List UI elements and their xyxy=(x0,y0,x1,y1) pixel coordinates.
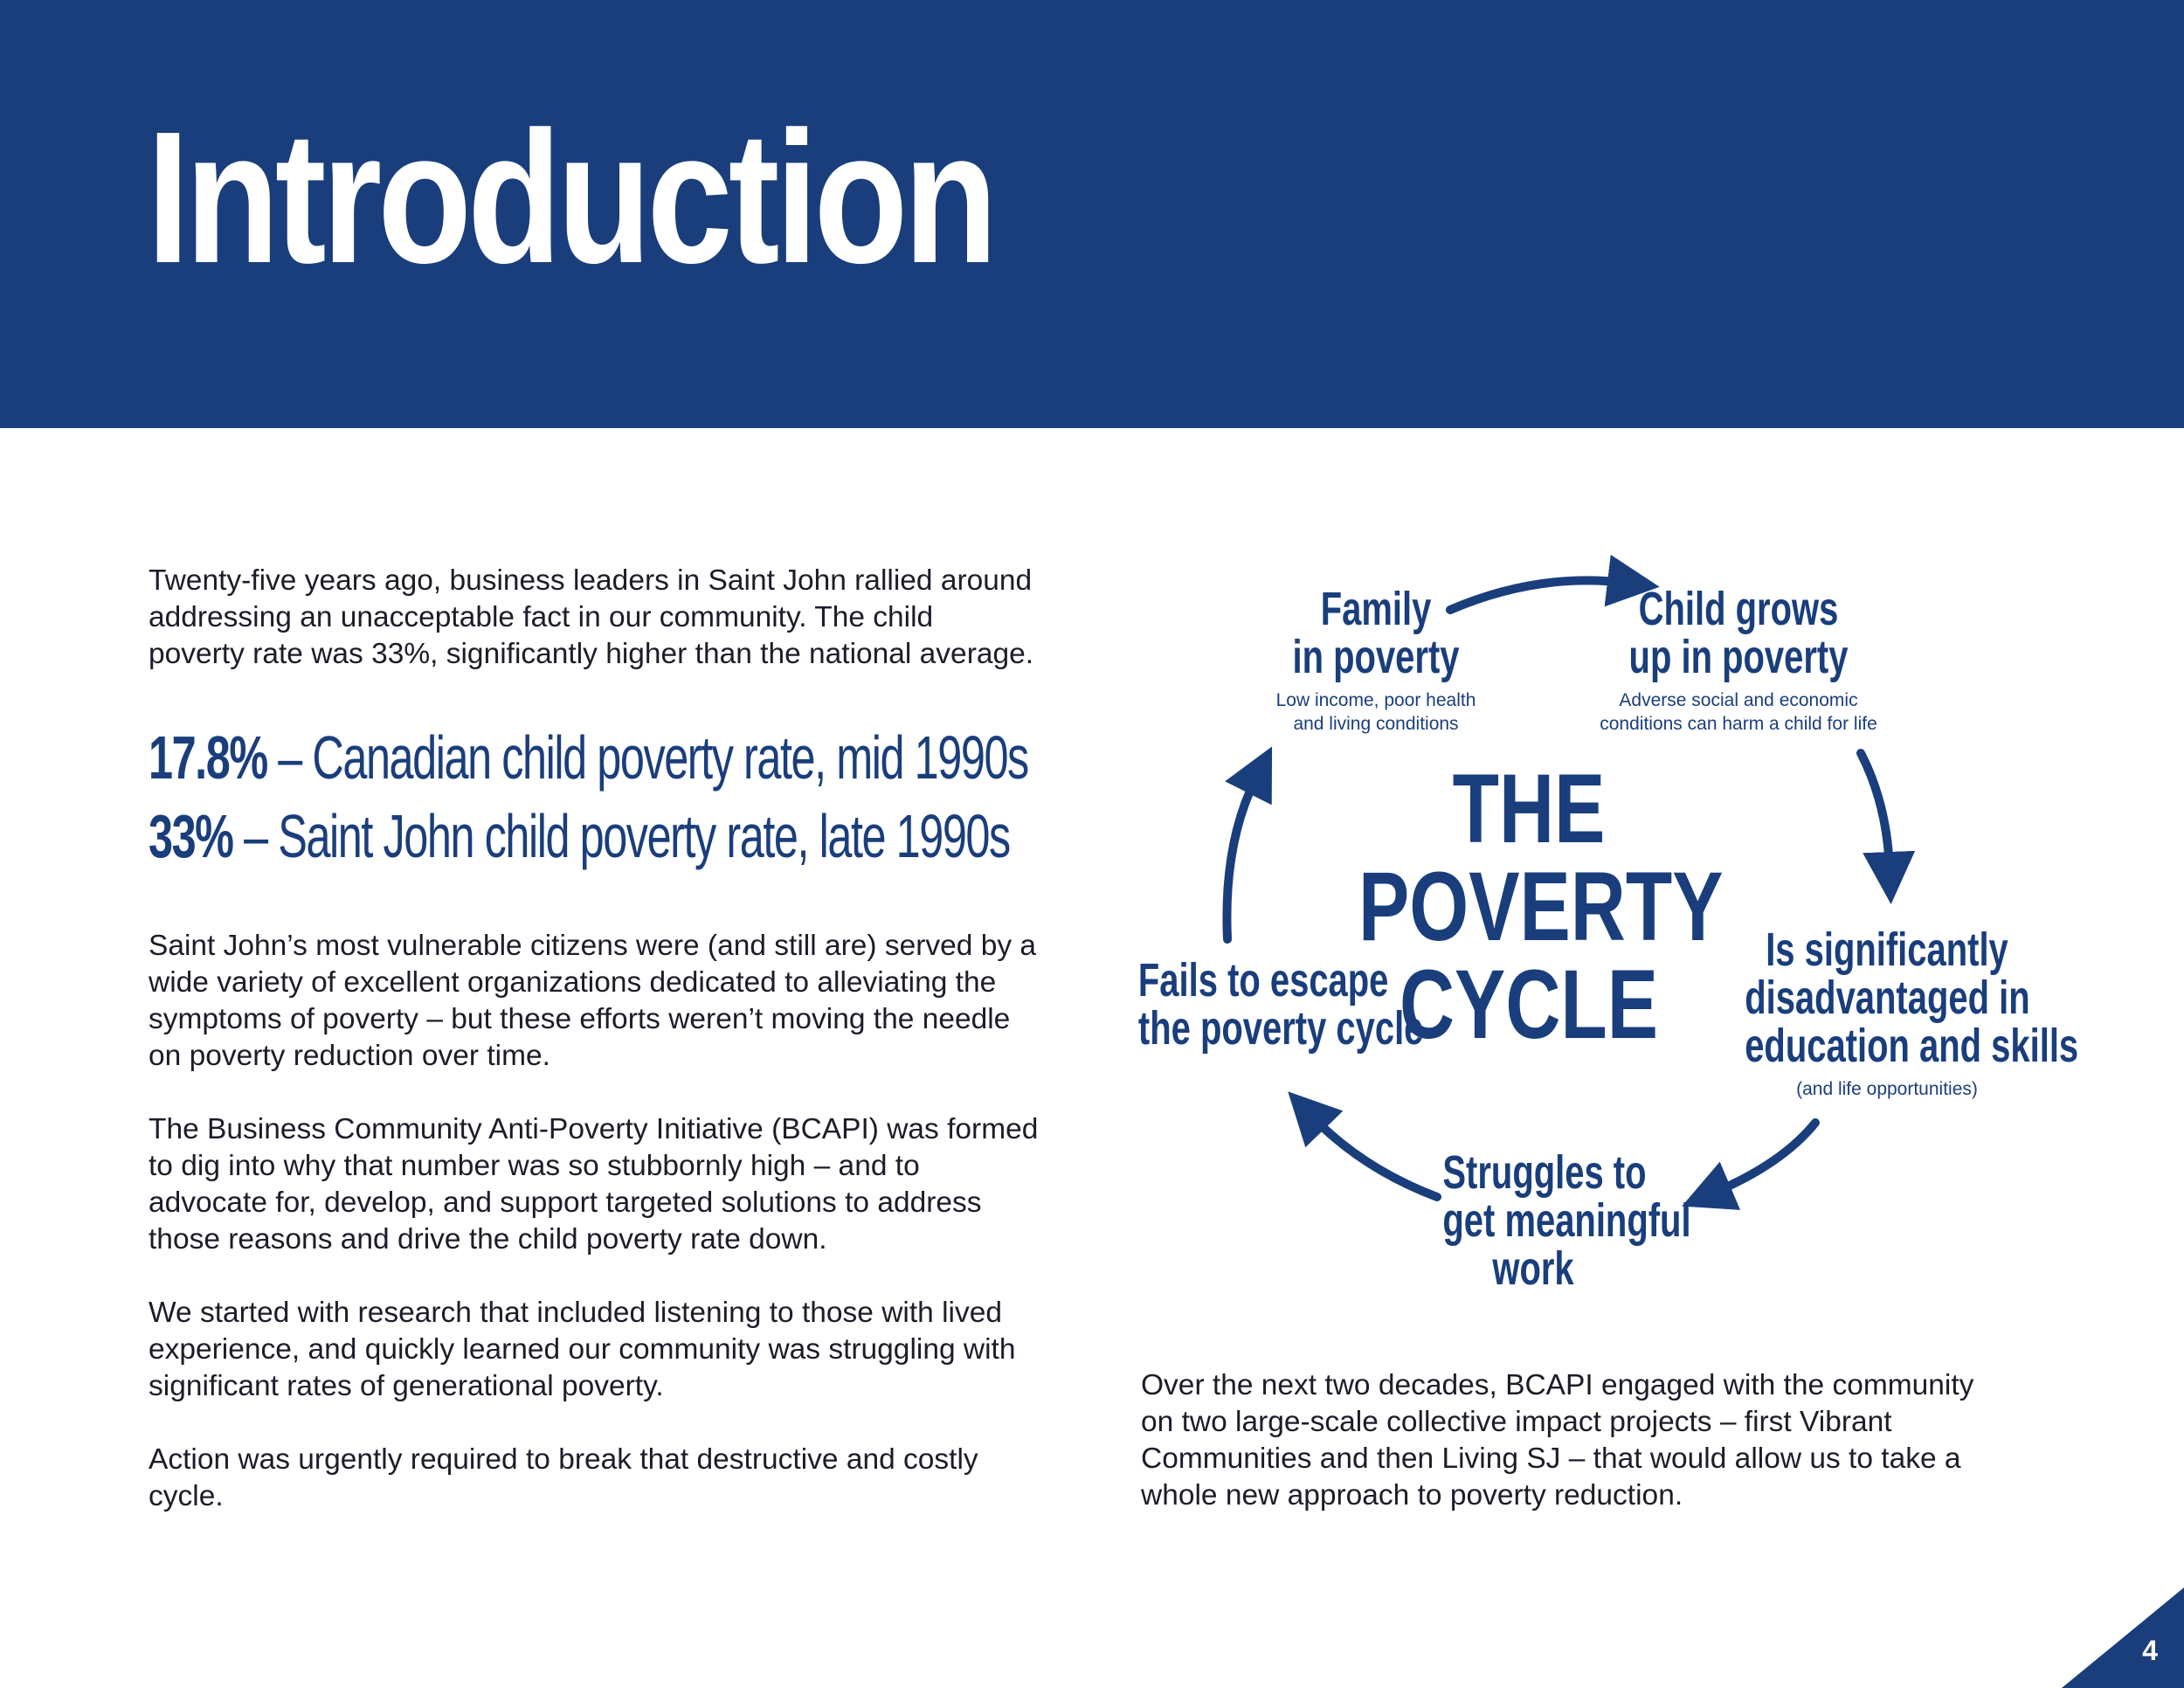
text-line: addressing an unacceptable fact in our community. The child xyxy=(149,601,934,633)
text-line: poverty rate was 33%, significantly higher than the national average. xyxy=(149,638,1034,670)
node-sub-line: conditions can harm a child for life xyxy=(1600,714,1877,734)
stat-saint-john xyxy=(149,797,1010,875)
node-title-line: Child grows xyxy=(1638,583,1839,635)
center-line: CYCLE xyxy=(1399,950,1659,1059)
text-line: on two large-scale collective impact projects – first Vibrant xyxy=(1141,1406,1892,1438)
text-line: wide variety of excellent organizations dedicated to alleviating the xyxy=(149,966,997,999)
node-title-line: the poverty cycle xyxy=(1137,1002,1424,1055)
text-line: The Business Community Anti-Poverty Initiative (BCAPI) was formed xyxy=(149,1113,1039,1145)
text-line: to dig into why that number was so stubbornly high – and to xyxy=(149,1150,920,1182)
arrow-child-to-disadvantaged xyxy=(1861,753,1890,869)
arrow-disadvantaged-to-struggles xyxy=(1714,1123,1815,1193)
stat-text: – Canadian child poverty rate, mid 1990s xyxy=(266,723,1028,792)
node-sub-line: Low income, poor health xyxy=(1275,690,1476,710)
node-title-line: get meaningful xyxy=(1442,1194,1691,1247)
stat-value: 33% xyxy=(149,802,233,870)
node-title-line: education and skills xyxy=(1745,1020,2079,1072)
page-corner-tab xyxy=(2062,1588,2184,1688)
stat-value: 17.8% xyxy=(149,723,267,792)
node-title-line: disadvantaged in xyxy=(1745,972,2030,1024)
intro-column xyxy=(149,563,1057,1515)
intro-paragraph-2 xyxy=(149,928,1057,1075)
text-line: symptoms of poverty – but these efforts weren’t moving the needle xyxy=(149,1003,1011,1035)
text-line: advocate for, develop, and support targeted solutions to address xyxy=(149,1186,982,1219)
closing-paragraph xyxy=(1141,1367,2067,1514)
header-banner xyxy=(0,0,2184,428)
stats-block xyxy=(149,718,1057,875)
poverty-cycle-diagram xyxy=(1101,542,2097,1328)
text-line: those reasons and drive the child poverty rate down. xyxy=(149,1223,827,1256)
node-fails-to-escape xyxy=(1101,954,1424,1055)
stat-canadian xyxy=(149,718,1028,797)
node-title-line: up in poverty xyxy=(1628,631,1849,683)
intro-paragraph-3 xyxy=(149,1111,1057,1258)
arrow-fails-to-family xyxy=(1227,778,1256,939)
node-title-line: Is significantly xyxy=(1766,924,2008,976)
node-sub-line: and living conditions xyxy=(1293,714,1459,734)
node-title-line: work xyxy=(1492,1242,1574,1295)
node-title-line: Fails to escape xyxy=(1137,954,1389,1007)
node-child-grows-up xyxy=(1564,585,1913,736)
node-disadvantaged xyxy=(1695,926,2079,1101)
page-title: Introduction xyxy=(147,92,994,302)
center-line: THE xyxy=(1452,754,1606,863)
node-title-line: in poverty xyxy=(1292,631,1460,683)
text-line: Saint John’s most vulnerable citizens were (and still are) served by a xyxy=(149,930,1037,962)
intro-paragraph-1 xyxy=(149,563,1057,673)
text-line: We started with research that included listening to those with lived xyxy=(149,1297,1002,1329)
text-line: significant rates of generational poverty. xyxy=(149,1370,664,1402)
closing-column xyxy=(1141,1367,2067,1514)
node-struggles-to-get-work xyxy=(1411,1146,1691,1295)
node-family-in-poverty xyxy=(1232,585,1520,736)
text-line: Over the next two decades, BCAPI engaged with the community xyxy=(1141,1369,1974,1401)
page-number: 4 xyxy=(2142,1635,2158,1666)
stat-text: – Saint John child poverty rate, late 1990s xyxy=(232,802,1010,870)
text-line: whole new approach to poverty reduction. xyxy=(1141,1479,1683,1512)
node-sub-line: Adverse social and economic xyxy=(1619,690,1858,710)
text-line: on poverty reduction over time. xyxy=(149,1040,550,1072)
node-title-line: Struggles to xyxy=(1442,1146,1647,1199)
intro-paragraph-5: Action was urgently required to break that destructive and costly cycle. xyxy=(149,1443,978,1512)
text-line: Twenty-five years ago, business leaders in Saint John rallied around xyxy=(149,564,1033,597)
node-title-line: Family xyxy=(1320,583,1432,635)
text-line: experience, and quickly learned our community was struggling with xyxy=(149,1333,1016,1366)
node-sub-line: (and life opportunities) xyxy=(1796,1079,1978,1099)
intro-paragraph-4 xyxy=(149,1295,1057,1405)
text-line: Communities and then Living SJ – that would allow us to take a xyxy=(1141,1442,1961,1475)
center-line: POVERTY xyxy=(1358,852,1724,961)
